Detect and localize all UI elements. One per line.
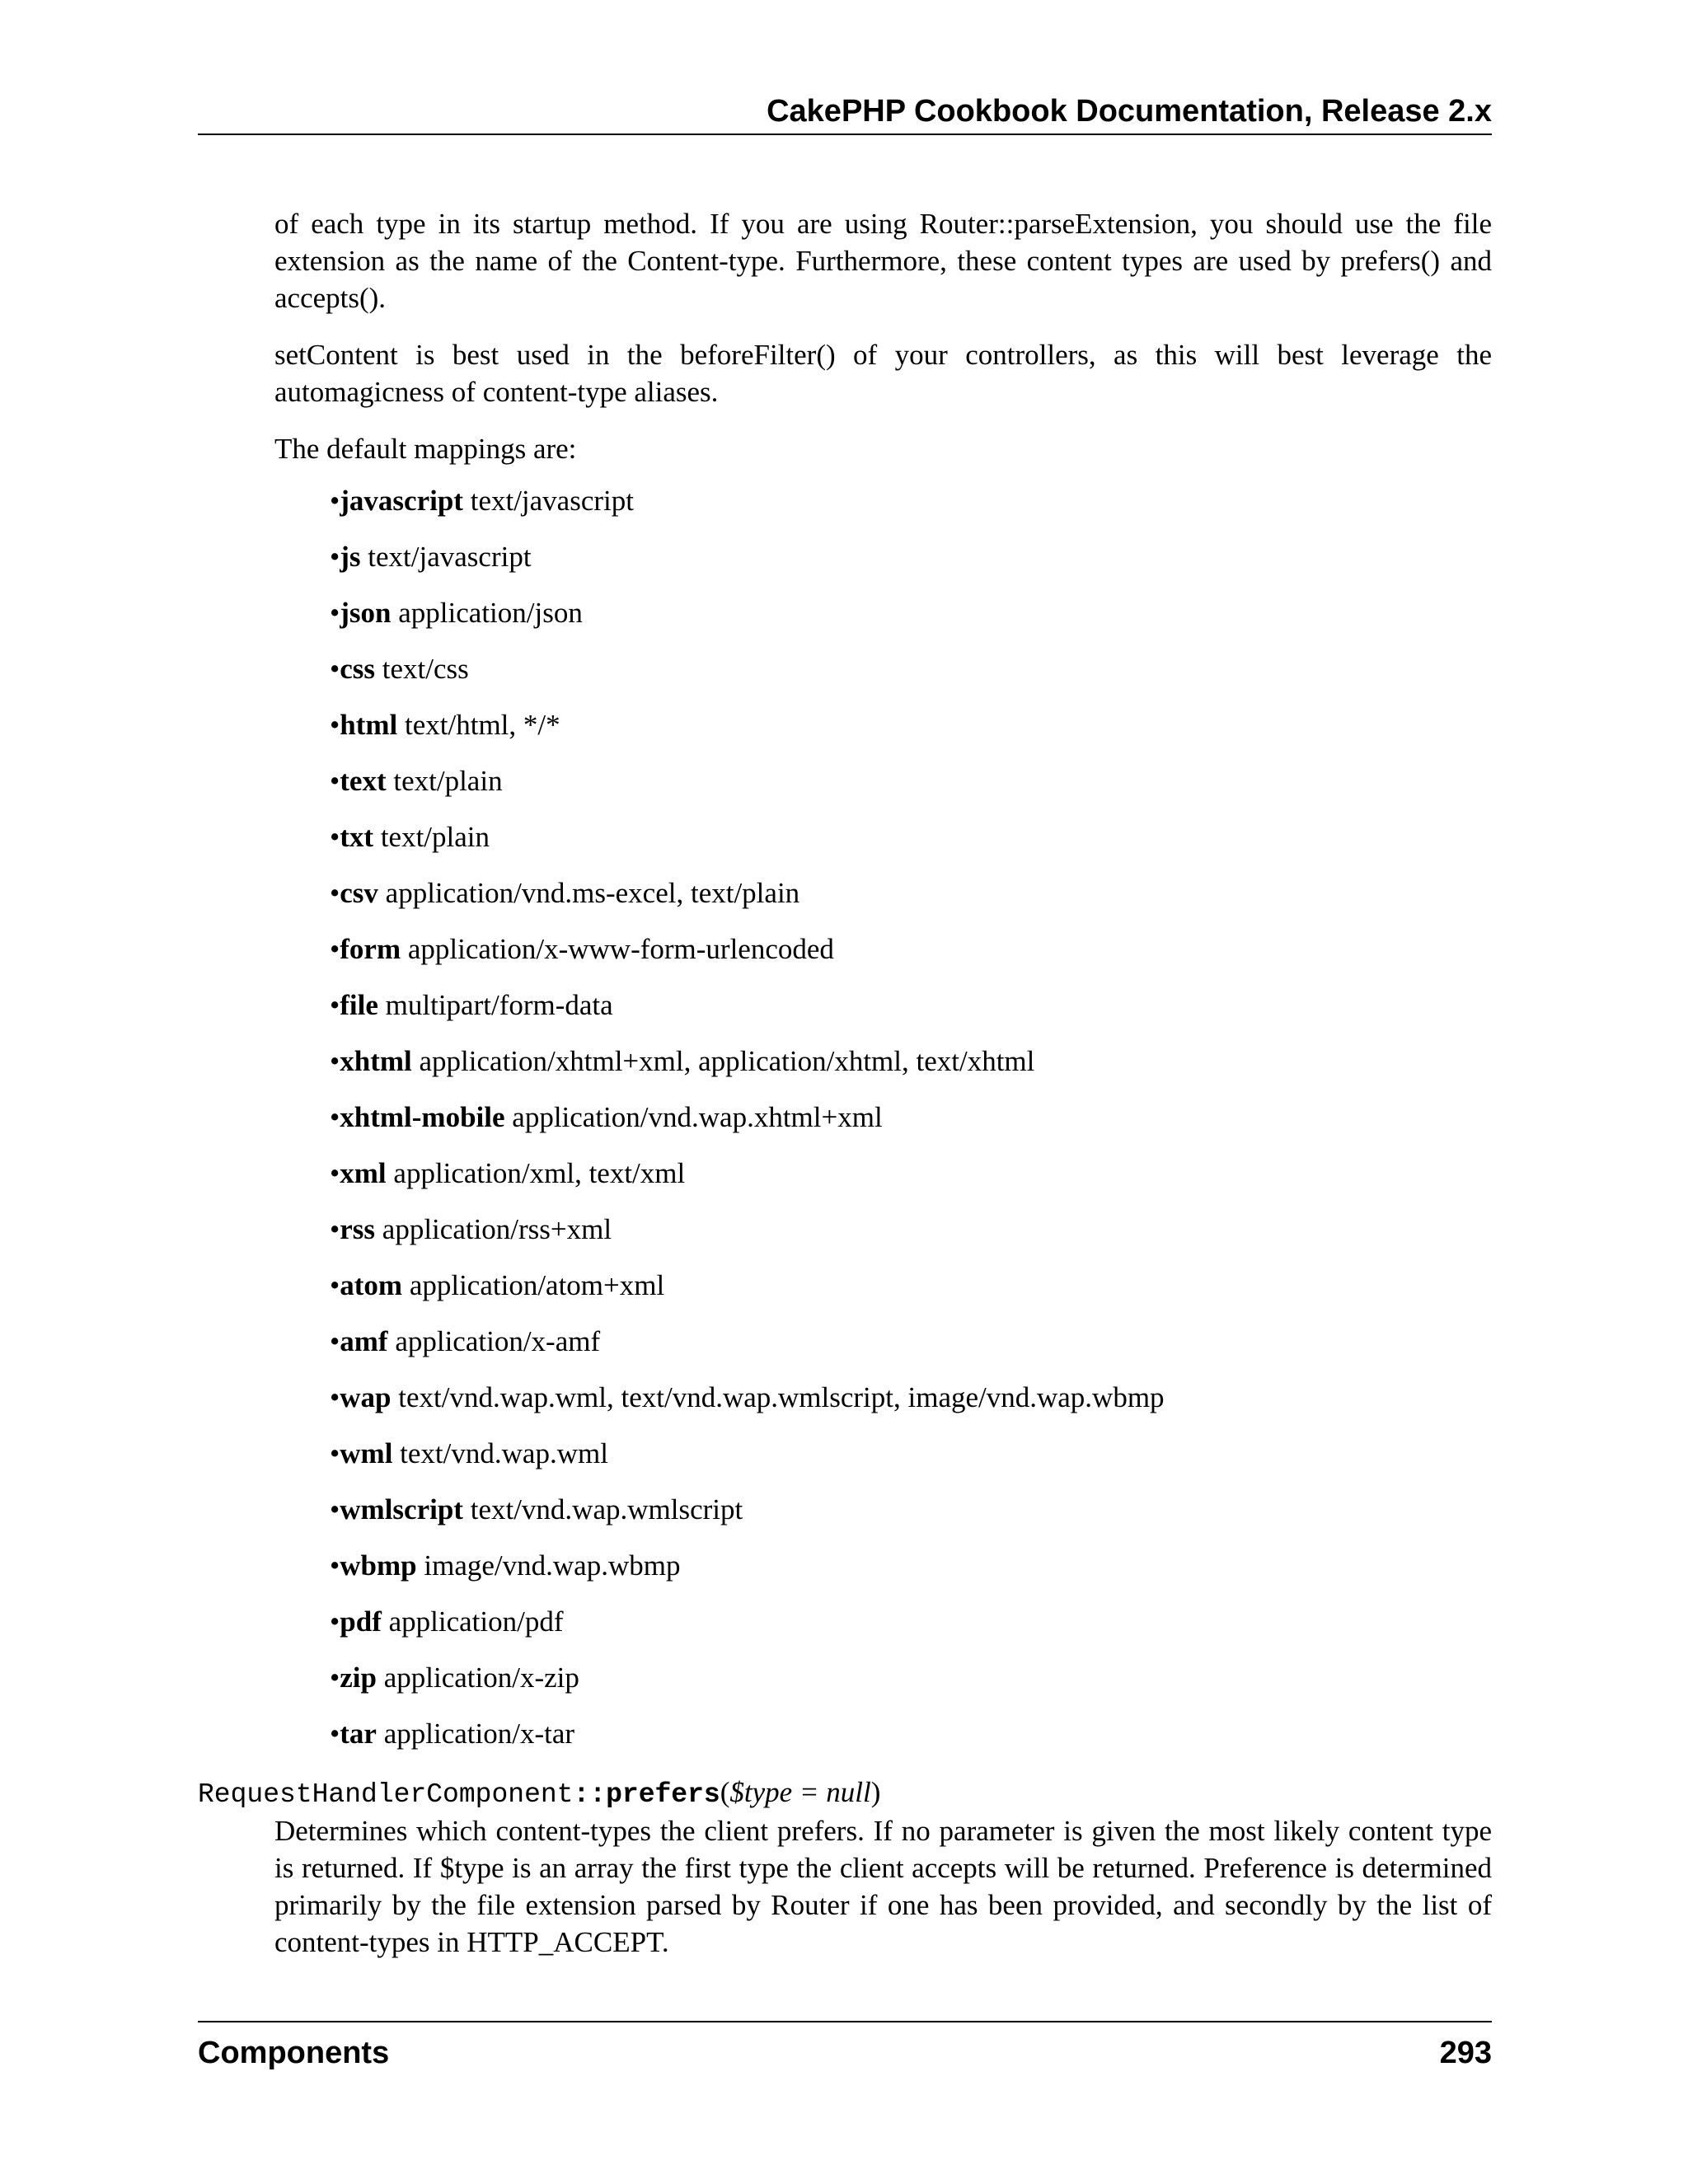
mapping-value: application/xhtml+xml, application/xhtml, text/xhtml	[411, 1045, 1035, 1077]
bullet-icon: •	[330, 1213, 340, 1245]
mapping-item	[330, 1209, 1401, 1265]
header-rule	[198, 134, 1492, 135]
bullet-icon: •	[330, 877, 340, 909]
mapping-item	[330, 1377, 1401, 1433]
running-header: CakePHP Cookbook Documentation, Release 2.x	[767, 94, 1492, 129]
mapping-value: application/pdf	[381, 1605, 564, 1638]
mapping-value: text/plain	[386, 765, 503, 797]
mapping-key: wbmp	[340, 1549, 417, 1582]
mapping-item	[330, 873, 1401, 929]
bullet-icon: •	[330, 1661, 340, 1694]
mapping-value: text/plain	[373, 821, 490, 853]
mapping-key: amf	[340, 1325, 388, 1357]
method-name: prefers	[606, 1779, 720, 1810]
mapping-list	[330, 480, 1401, 1769]
footer-page-number: 293	[1439, 2036, 1492, 2070]
mapping-item	[330, 1713, 1401, 1769]
mapping-item	[330, 1601, 1401, 1657]
mapping-value: text/vnd.wap.wml, text/vnd.wap.wmlscript, image/vnd.wap.wbmp	[391, 1381, 1165, 1413]
bullet-icon: •	[330, 709, 340, 741]
footer-rule	[198, 2021, 1492, 2022]
mapping-item	[330, 1041, 1401, 1097]
mapping-value: application/vnd.wap.xhtml+xml	[504, 1101, 883, 1133]
paragraph-startup-method	[274, 205, 1492, 316]
mapping-key: form	[340, 933, 401, 965]
bullet-icon: •	[330, 933, 340, 965]
bullet-icon: •	[330, 1157, 340, 1189]
mapping-key: xhtml	[340, 1045, 412, 1077]
mapping-value: application/xml, text/xml	[386, 1157, 686, 1189]
mapping-key: xml	[340, 1157, 387, 1189]
mapping-key: zip	[340, 1661, 377, 1694]
mapping-item	[330, 1153, 1401, 1209]
bullet-icon: •	[330, 1101, 340, 1133]
method-open-paren: (	[720, 1776, 730, 1808]
bullet-icon: •	[330, 1381, 340, 1413]
bullet-icon: •	[330, 597, 340, 629]
mapping-key: wmlscript	[340, 1493, 463, 1526]
method-parameter: $type = null	[729, 1776, 871, 1808]
mapping-item	[330, 1097, 1401, 1153]
mapping-value: application/vnd.ms-excel, text/plain	[377, 877, 800, 909]
mapping-key: atom	[340, 1269, 403, 1301]
mapping-item	[330, 985, 1401, 1041]
bullet-icon: •	[330, 1437, 340, 1469]
bullet-icon: •	[330, 765, 340, 797]
mapping-item	[330, 1321, 1401, 1377]
mapping-item	[330, 1545, 1401, 1601]
method-signature	[198, 1774, 880, 1813]
mapping-value: multipart/form-data	[377, 989, 613, 1021]
mapping-value: application/x-tar	[376, 1718, 575, 1750]
bullet-icon: •	[330, 1325, 340, 1357]
mapping-item	[330, 537, 1401, 593]
mapping-value: application/json	[391, 597, 583, 629]
mapping-value: text/vnd.wap.wml	[392, 1437, 608, 1469]
mapping-key: html	[340, 709, 398, 741]
mapping-item	[330, 929, 1401, 985]
mapping-value: application/x-amf	[387, 1325, 601, 1357]
mapping-key: js	[340, 541, 361, 573]
paragraph-text: of each type in its startup method. If you are using Router::parseExtension, you should use the file extension as the name of the Content-type. Furthermore, these content types are used by prefers() and accepts().	[274, 208, 1492, 314]
mapping-item	[330, 1489, 1401, 1545]
bullet-icon: •	[330, 1605, 340, 1638]
mapping-key: xhtml-mobile	[340, 1101, 505, 1133]
mapping-item	[330, 761, 1401, 817]
mapping-key: wml	[340, 1437, 393, 1469]
method-description: Determines which content-types the client prefers. If no parameter is given the most likely content type is returned. If $type is an array the first type the client accepts will be returned. Preference is determined primarily by the file extension parsed by Router if one has been provided, and secondly by the list of content-types in HTTP_ACCEPT.	[274, 1815, 1492, 1958]
mapping-key: json	[340, 597, 392, 629]
footer-section-title: Components	[198, 2036, 390, 2070]
mapping-item	[330, 649, 1401, 705]
mapping-value: text/javascript	[462, 485, 634, 517]
paragraph-default-mappings	[274, 430, 1492, 467]
bullet-icon: •	[330, 821, 340, 853]
bullet-icon: •	[330, 989, 340, 1021]
bullet-icon: •	[330, 1493, 340, 1526]
bullet-icon: •	[330, 485, 340, 517]
mapping-value: image/vnd.wap.wbmp	[416, 1549, 681, 1582]
method-class-name: RequestHandlerComponent	[198, 1779, 574, 1810]
bullet-icon: •	[330, 1269, 340, 1301]
mapping-value: application/atom+xml	[402, 1269, 665, 1301]
mapping-item	[330, 593, 1401, 649]
mapping-value: text/css	[375, 653, 469, 685]
mapping-item	[330, 1265, 1401, 1321]
mapping-key: rss	[340, 1213, 376, 1245]
bullet-icon: •	[330, 1549, 340, 1582]
bullet-icon: •	[330, 541, 340, 573]
mapping-value: text/vnd.wap.wmlscript	[462, 1493, 743, 1526]
mapping-key: tar	[340, 1718, 377, 1750]
paragraph-text: setContent is best used in the beforeFilter() of your controllers, as this will best leverage the automagicness of content-type aliases.	[274, 339, 1492, 408]
mapping-key: wap	[340, 1381, 392, 1413]
mapping-value: application/x-zip	[377, 1661, 579, 1694]
bullet-icon: •	[330, 653, 340, 685]
mapping-value: text/html, */*	[397, 709, 560, 741]
mapping-item	[330, 480, 1401, 537]
mapping-item	[330, 817, 1401, 873]
mapping-key: css	[340, 653, 376, 685]
mapping-item	[330, 1657, 1401, 1713]
mapping-value: application/x-www-form-urlencoded	[401, 933, 834, 965]
mapping-key: csv	[340, 877, 378, 909]
paragraph-setcontent	[274, 336, 1492, 410]
paragraph-text: The default mappings are:	[274, 433, 577, 465]
method-close-paren: )	[870, 1776, 881, 1808]
bullet-icon: •	[330, 1718, 340, 1750]
mapping-key: file	[340, 989, 378, 1021]
mapping-value: application/rss+xml	[375, 1213, 612, 1245]
mapping-key: text	[340, 765, 387, 797]
mapping-key: javascript	[340, 485, 463, 517]
bullet-icon: •	[330, 1045, 340, 1077]
mapping-key: pdf	[340, 1605, 382, 1638]
mapping-value: text/javascript	[360, 541, 532, 573]
mapping-key: txt	[340, 821, 374, 853]
method-separator: ::	[573, 1779, 607, 1810]
mapping-item	[330, 1433, 1401, 1489]
mapping-item	[330, 705, 1401, 761]
